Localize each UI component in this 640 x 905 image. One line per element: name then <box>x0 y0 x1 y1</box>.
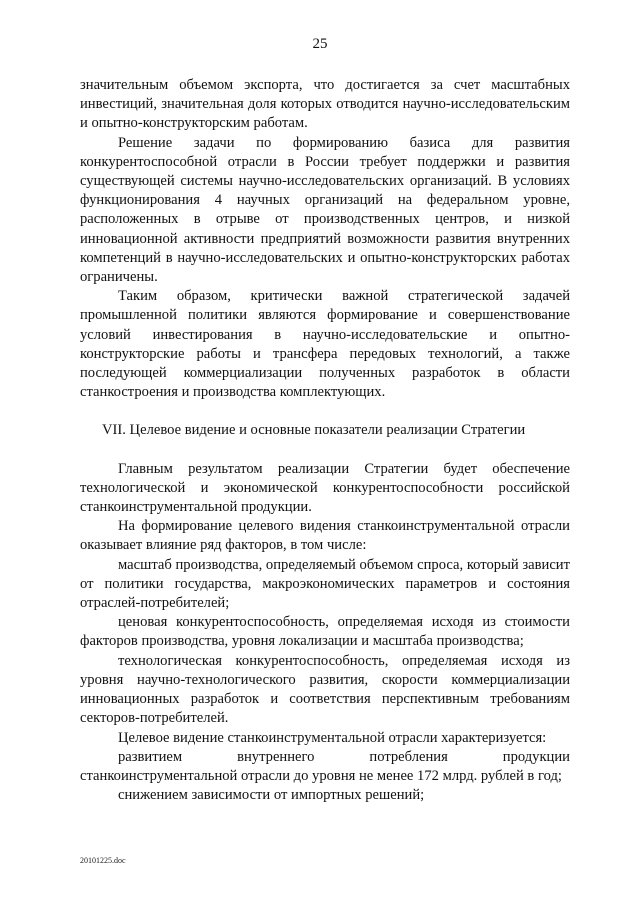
paragraph-main-result: Главным результатом реализации Стратегии будет обеспечение технологической и экономической конкурентоспособности российской станкоинструментальной продукции. <box>80 460 570 516</box>
list-item-scale: масштаб производства, определяемый объемом спроса, который зависит от политики государства, макроэкономических параметров и состояния отраслей-потребителей; <box>80 556 570 612</box>
section-heading: VII. Целевое видение и основные показатели реализации Стратегии <box>102 422 526 439</box>
list-item-import-dependence: снижением зависимости от импортных решений; <box>118 787 425 804</box>
list-item-price-competitiveness: ценовая конкурентоспособность, определяемая исходя из стоимости факторов производства, уровня локализации и масштаба производства; <box>80 614 570 650</box>
list-item-tech-competitiveness: технологическая конкурентоспособность, определяемая исходя из уровня научно-технологического развития, скорости коммерциализации инновационных разработок и соответствия перспективным требованиям секторов-потребителей. <box>80 652 570 727</box>
page-number: 25 <box>312 36 328 52</box>
paragraph-factors-intro: На формирование целевого видения станкоинструментальной отрасли оказывает влияние ряд факторов, в том числе: <box>80 518 570 554</box>
footer-filename: 20101225.doc <box>80 856 126 865</box>
paragraph-strategic-task: Таким образом, критически важной стратегической задачей промышленной политики являются формирование и совершенствование условий инвестирования в научно-исследовательские и опытно-конструкторские работы и трансфера передовых технологий, а также последующей коммерциализации полученных разработок в области станкостроения и производства комплектующих. <box>80 288 570 401</box>
list-item-domestic-consumption: развитием внутреннего потребления продукции станкоинструментальной отрасли до уровня не менее 172 млрд. рублей в год; <box>80 748 570 784</box>
paragraph-research-base: Решение задачи по формированию базиса для развития конкурентоспособной отрасли в России требует поддержки и развития существующей системы научно-исследовательских организаций. В условиях функционирования 4 научных организаций на федеральном уровне, расположенных в отрыве от производственных центров, и низкой инновационной активности предприятий возможности развития внутренних компетенций в научно-исследовательских и опытно-конструкторских работах ограничены. <box>80 134 570 286</box>
document-body <box>80 76 570 805</box>
paragraph-export: значительным объемом экспорта, что достигается за счет масштабных инвестиций, значительная доля которых отводится научно-исследовательским и опытно-конструкторским работам. <box>80 77 570 132</box>
paragraph-target-vision-intro: Целевое видение станкоинструментальной отрасли характеризуется: <box>118 729 547 746</box>
